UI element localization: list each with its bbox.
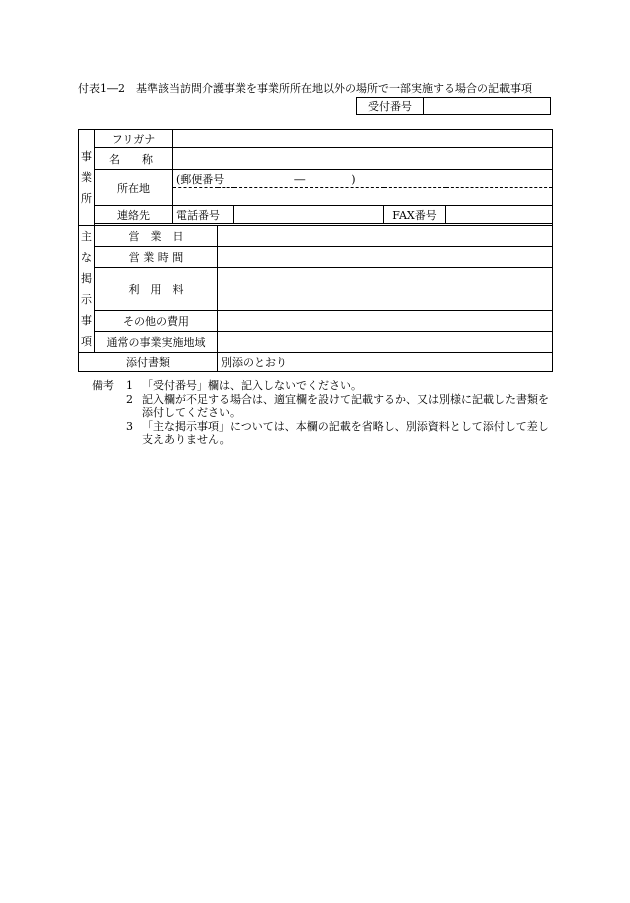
- remark-text: 記入欄が不足する場合は、適宜欄を設けて記載するか、又は別様に記載した書類を添付してください。: [142, 392, 549, 419]
- notice-section-label: 主 な 掲 示 事 項: [79, 226, 95, 353]
- furigana-field[interactable]: [173, 130, 553, 148]
- contact-label: 連絡先: [95, 206, 173, 224]
- fax-field[interactable]: [446, 206, 553, 224]
- postal-code-field[interactable]: (郵便番号 ― ): [173, 170, 553, 188]
- remark-number: 1: [126, 379, 133, 392]
- receipt-number-label: 受付番号: [357, 98, 424, 114]
- furigana-label: フリガナ: [95, 130, 173, 148]
- phone-label: 電話番号: [173, 206, 234, 224]
- attachments-label: 添付書類: [79, 353, 218, 372]
- other-costs-label: その他の費用: [95, 311, 218, 332]
- form-table: [78, 129, 553, 372]
- other-costs-field[interactable]: [218, 311, 553, 332]
- receipt-number-field[interactable]: [424, 98, 550, 114]
- fees-label: 利 用 料: [95, 267, 218, 311]
- form-title: 付表1―2 基準該当訪問介護事業を事業所所在地以外の場所で一部実施する場合の記載事項: [78, 82, 532, 95]
- business-days-label: 営 業 日: [95, 226, 218, 247]
- fax-label: FAX番号: [384, 206, 446, 224]
- remark-text: 「主な掲示事項」については、本欄の記載を省略し、別添資料として添付して差し支えありません。: [142, 419, 549, 446]
- remark-number: 2: [126, 392, 133, 406]
- name-field[interactable]: [173, 148, 553, 170]
- address-label: 所在地: [95, 170, 173, 206]
- office-section-label: 事 業 所: [79, 130, 95, 226]
- name-label: 名 称: [95, 148, 173, 170]
- phone-field[interactable]: [234, 206, 384, 224]
- service-area-label: 通常の事業実施地域: [95, 332, 218, 353]
- remark-text: 「受付番号」欄は、記入しないでください。: [142, 379, 362, 392]
- receipt-number-box: [356, 97, 551, 115]
- fees-field[interactable]: [218, 267, 553, 311]
- remark-number: 3: [126, 419, 133, 433]
- service-area-field[interactable]: [218, 332, 553, 353]
- business-hours-label: 営 業 時 間: [95, 246, 218, 267]
- business-days-field[interactable]: [218, 226, 553, 247]
- address-field[interactable]: [173, 188, 553, 206]
- business-hours-field[interactable]: [218, 246, 553, 267]
- remarks-heading: 備考: [92, 379, 114, 392]
- attachments-value: 別添のとおり: [218, 353, 553, 372]
- remarks: [92, 379, 552, 447]
